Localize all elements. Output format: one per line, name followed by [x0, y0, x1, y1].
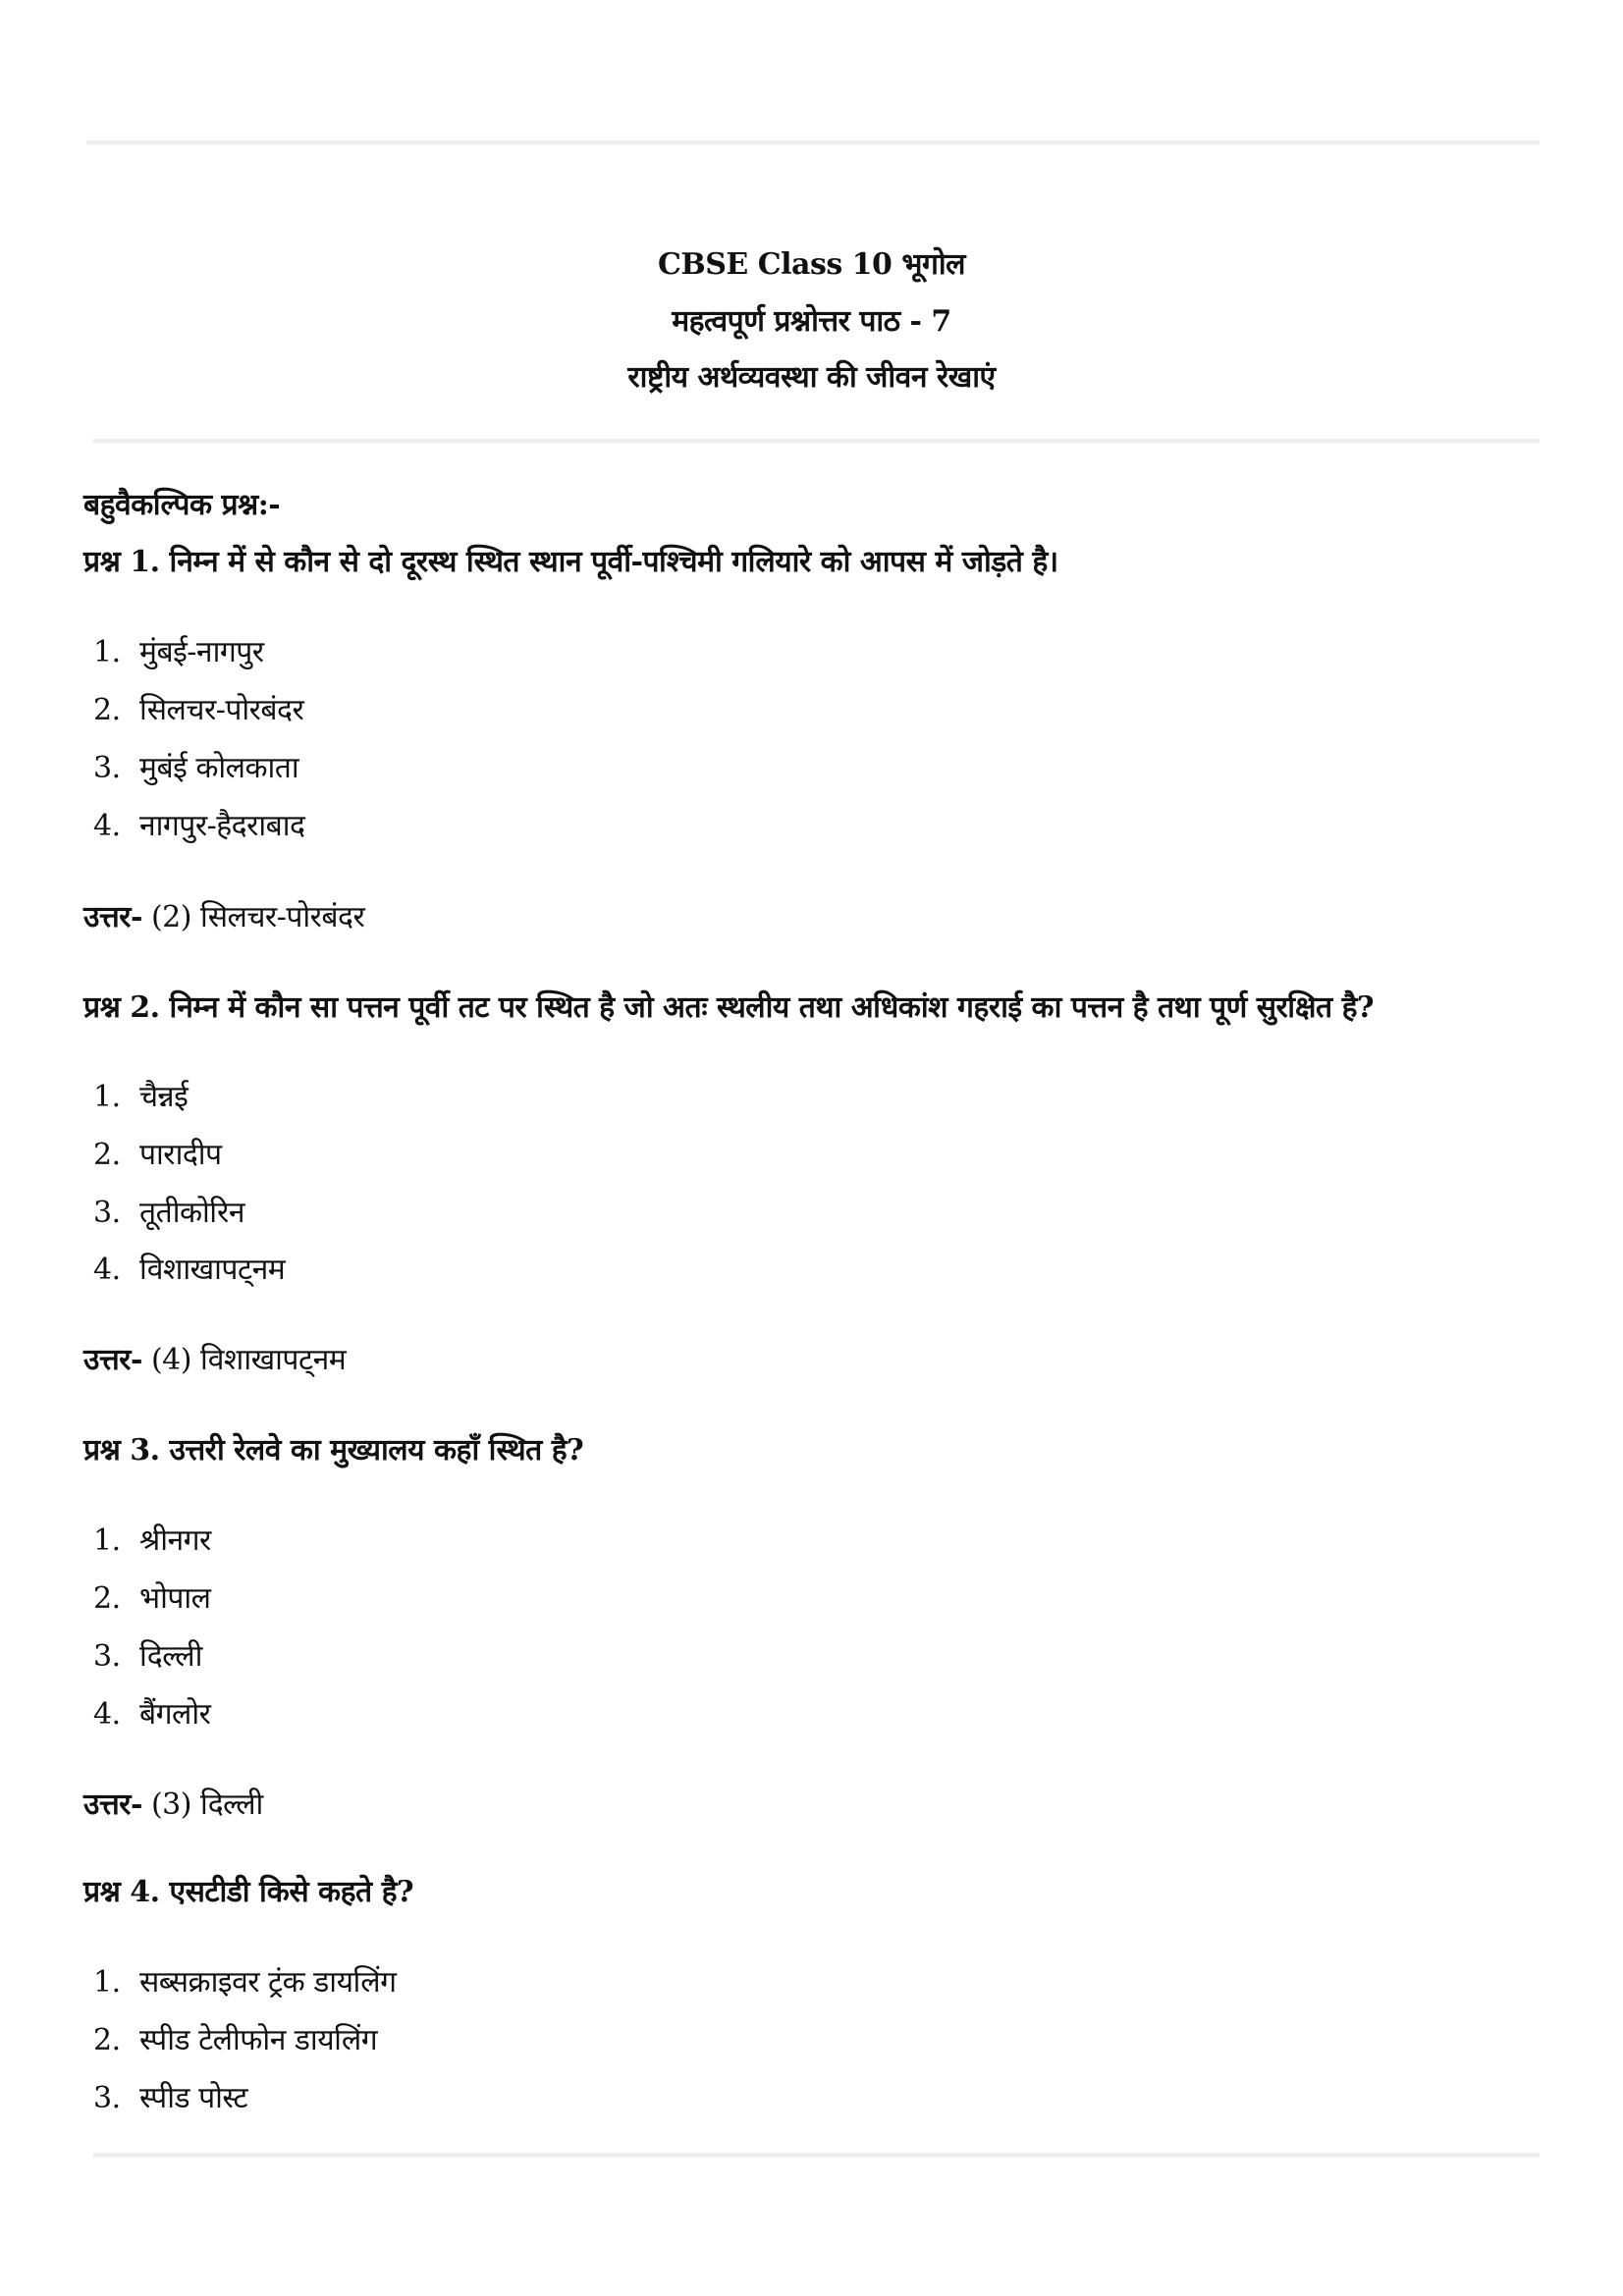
option-number: 2. [93, 1581, 121, 1616]
option-text: दिल्ली [139, 1639, 202, 1674]
question-label: प्रश्न 4. [83, 1875, 160, 1909]
option-text: मुबंई कोलकाता [139, 751, 299, 785]
answer-label: उत्तर- [83, 1343, 142, 1377]
option-text: बैंगलोर [139, 1697, 211, 1732]
option-item [93, 1579, 211, 1619]
option-number: 2. [93, 693, 121, 727]
question-text [83, 1873, 413, 1912]
option-number: 1. [93, 1965, 121, 2000]
bottom-divider [93, 2153, 1540, 2158]
option-text: स्पीड टेलीफोन डायलिंग [139, 2023, 378, 2057]
option-text: मुंबई-नागपुर [139, 635, 264, 669]
answer-text: (3) दिल्ली [150, 1788, 263, 1822]
option-item [93, 691, 303, 730]
question-label: प्रश्न 1. [83, 545, 160, 579]
option-item [93, 1194, 244, 1233]
option-number: 4. [93, 1253, 121, 1287]
option-text: विशाखापट्नम [139, 1253, 286, 1287]
answer-text: (2) सिलचर-पोरबंदर [150, 900, 365, 934]
question-label: प्रश्न 2. [83, 990, 160, 1025]
document-title: CBSE Class 10 भूगोल [658, 247, 965, 282]
option-text: पारादीप [139, 1138, 222, 1172]
header-divider [93, 439, 1540, 444]
option-number: 3. [93, 1196, 121, 1230]
option-text: तूतीकोरिन [139, 1196, 244, 1230]
answer [83, 1341, 346, 1380]
option-item [93, 807, 305, 846]
answer-text: (4) विशाखापट्नम [150, 1343, 347, 1377]
option-number: 1. [93, 1080, 121, 1114]
option-item [93, 2079, 247, 2118]
option-text: भोपाल [139, 1581, 211, 1616]
document-subtitle: महत्वपूर्ण प्रश्नोत्तर पाठ - 7 [672, 304, 951, 339]
option-item [93, 1637, 202, 1677]
answer-label: उत्तर- [83, 900, 142, 934]
chapter-title: राष्ट्रीय अर्थव्यवस्था की जीवन रेखाएं [627, 360, 996, 395]
answer [83, 898, 364, 937]
question-body: उत्तरी रेलवे का मुख्यालय कहाँ स्थित है? [169, 1433, 584, 1468]
question-label: प्रश्न 3. [83, 1433, 160, 1468]
section-heading: बहुवैकल्पिक प्रश्न:- [83, 488, 281, 522]
option-number: 4. [93, 809, 121, 843]
option-text: स्पीड पोस्ट [139, 2081, 248, 2115]
option-item [93, 1251, 285, 1290]
option-item [93, 749, 298, 788]
option-text: सब्सक्राइवर ट्रंक डायलिंग [139, 1965, 397, 2000]
option-item [93, 633, 264, 672]
option-text: सिलचर-पोरबंदर [139, 693, 304, 727]
option-item [93, 1522, 211, 1561]
question-text [83, 1431, 583, 1470]
question-text [83, 543, 1058, 582]
answer [83, 1786, 263, 1825]
option-item [93, 2021, 377, 2060]
option-number: 3. [93, 2081, 121, 2115]
option-text: नागपुर-हैदराबाद [139, 809, 305, 843]
option-number: 4. [93, 1697, 121, 1732]
question-text [83, 988, 1374, 1028]
option-item [93, 1695, 210, 1735]
top-divider [86, 140, 1540, 145]
question-body: निम्न में से कौन से दो दूरस्थ स्थित स्थान पूर्वी-पश्चिमी गलियारे को आपस में जोड़ते है। [169, 545, 1058, 579]
option-number: 3. [93, 751, 121, 785]
option-item [93, 1136, 222, 1175]
answer-label: उत्तर- [83, 1788, 142, 1822]
option-number: 2. [93, 2023, 121, 2057]
option-text: चैन्नई [139, 1080, 189, 1114]
option-item [93, 1078, 188, 1117]
option-number: 3. [93, 1639, 121, 1674]
option-text: श्रीनगर [139, 1523, 211, 1558]
question-body: एसटीडी किसे कहते है? [169, 1875, 414, 1909]
option-number: 2. [93, 1138, 121, 1172]
option-number: 1. [93, 635, 121, 669]
question-body: निम्न में कौन सा पत्तन पूर्वी तट पर स्थित है जो अतः स्थलीय तथा अधिकांश गहराई का पत्तन है तथा पूर्ण सुरक्षित है? [169, 990, 1375, 1025]
option-number: 1. [93, 1523, 121, 1558]
option-item [93, 1963, 396, 2002]
